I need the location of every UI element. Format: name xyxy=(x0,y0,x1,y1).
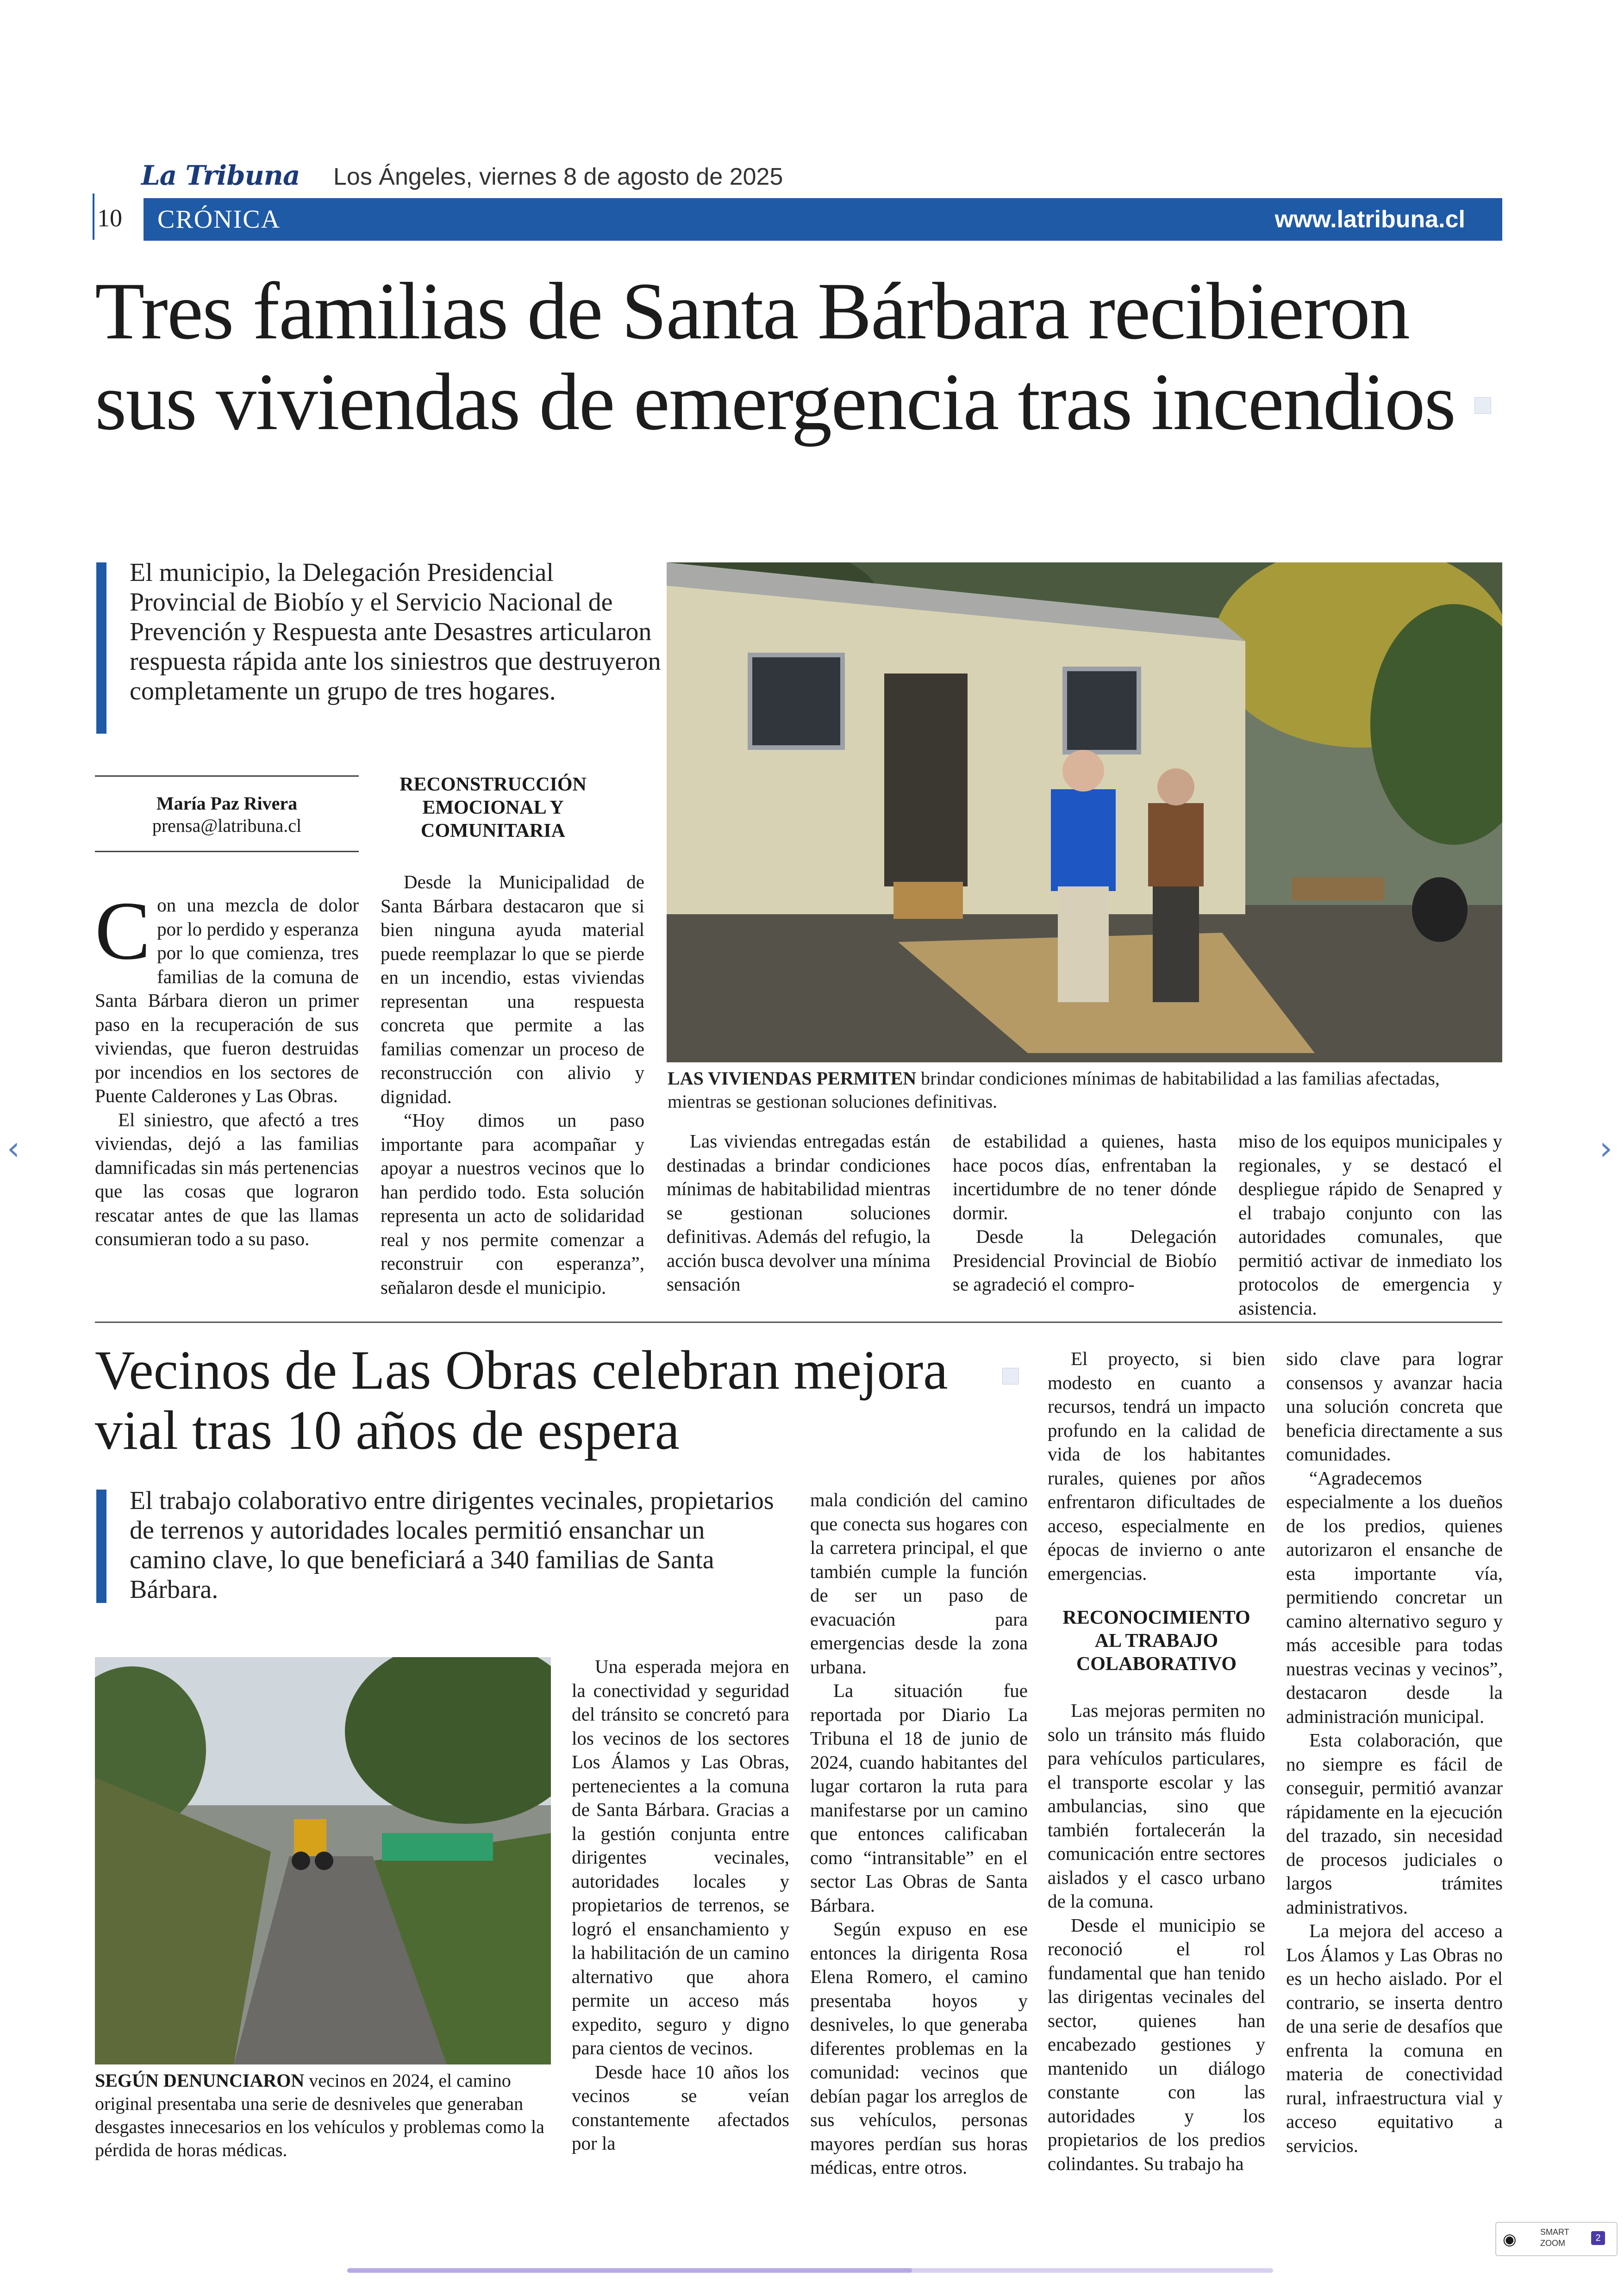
article1-column-3 xyxy=(667,1129,931,1297)
article1-lead: El municipio, la Delegación Presidencial Provincial de Biobío y el Servicio Nacional de Prevención y Respuesta ante Desastres articularon respuesta rápida ante los siniestros que destruyeron completamente un grupo de tres hogares. xyxy=(130,558,661,705)
article-divider xyxy=(95,1322,1502,1323)
drop-cap: C xyxy=(95,885,151,977)
bookmark-icon[interactable] xyxy=(1002,1368,1019,1384)
article1-column-4 xyxy=(953,1129,1217,1297)
section-bar xyxy=(144,198,1502,241)
caption-text: brindar condiciones mínimas de habitabilidad a las familias afectadas, mientras se gestionan soluciones definitivas. xyxy=(668,1068,1440,1112)
page-scrollbar-thumb[interactable] xyxy=(347,2268,912,2273)
paragraph: mala condición del camino que conecta sus hogares con la carretera principal, el que también cumple la función de ser un paso de evacuación para emergencias desde la zona urbana. xyxy=(810,1489,1028,1678)
lead-accent-bar xyxy=(96,1490,106,1603)
author-name: María Paz Rivera xyxy=(156,793,298,814)
article2-lead: El trabajo colaborativo entre dirigentes vecinales, propietarios de terrenos y autoridades locales permitió ensanchar un camino clave, lo que beneficiará a 340 familias de Santa Bárbara. xyxy=(130,1486,774,1604)
article2-photo xyxy=(95,1657,551,2064)
paragraph: sido clave para lograr consensos y avanzar hacia una solución concreta que beneficia directamente a sus comunidades. xyxy=(1286,1348,1503,1465)
article1-photo xyxy=(667,562,1502,1062)
paragraph: Desde la Delegación Presidencial Provincial de Biobío se agradeció el compro- xyxy=(953,1226,1217,1295)
caption-lead: SEGÚN DENUNCIARON xyxy=(95,2070,305,2091)
chevron-right-icon[interactable]: › xyxy=(1599,1129,1612,1167)
article2-column-2 xyxy=(810,1488,1028,2180)
paragraph: El proyecto, si bien modesto en cuanto a recursos, tendrá un impacto profundo en la calidad de vida de los habitantes rurales, quienes por años enfrentaron dificultades de acceso, especialmente en épocas de invierno o ante emergencias. xyxy=(1048,1348,1265,1584)
section-name: CRÓNICA xyxy=(157,205,281,234)
lead-accent-bar xyxy=(96,562,106,734)
site-url[interactable]: www.latribuna.cl xyxy=(1274,206,1465,233)
paragraph: Las mejoras permiten no solo un tránsito más fluido para vehículos particulares, el transporte escolar y las ambulancias, sino que también fortalecerán la comunicación entre sectores aislados y el casco urbano de la comuna. xyxy=(1048,1700,1265,1912)
newspaper-logo: La Tribuna xyxy=(141,160,300,191)
article2-photo-caption xyxy=(95,2069,553,2162)
paragraph: de estabilidad a quienes, hasta hace pocos días, enfrentaban la incertidumbre de no tener dónde dormir. xyxy=(953,1130,1217,1223)
paragraph: on una mezcla de dolor por lo perdido y esperanza por lo que comienza, tres familias de la comuna de Santa Bárbara dieron un primer paso en la recuperación de sus viviendas, que fueron destruidas por incendios en los sectores de Puente Calderones y Las Obras. xyxy=(95,894,359,1106)
paragraph: miso de los equipos municipales y regionales, y se destacó el despliegue rápido de Senapred y el trabajo conjunto con las autoridades comunales, que permitió activar de inmediato los protocolos de emergencia y asistencia. xyxy=(1238,1130,1502,1319)
smart-zoom-label: SMART ZOOM xyxy=(1540,2227,1569,2248)
paragraph: La situación fue reportada por Diario La Tribuna el 18 de junio de 2024, cuando habitantes del lugar cortaron la ruta para manifestarse por un camino que entonces calificaban como “intransitable” en el sector Las Obras de Santa Bárbara. xyxy=(810,1680,1028,1916)
smart-zoom-button[interactable] xyxy=(1495,2222,1618,2256)
paragraph: “Hoy dimos un paso importante para acompañar y apoyar a nuestros vecinos que lo han perdido todo. Esta solución representa un acto de solidaridad real y nos permite comenzar a reconstruir con esperanza”, señalaron desde el municipio. xyxy=(381,1110,644,1298)
article2-subhead: RECONOCIMIENTO AL TRABAJO COLABORATIVO xyxy=(1062,1607,1250,1675)
article1-column-5 xyxy=(1238,1129,1502,1320)
paragraph: Desde la Municipalidad de Santa Bárbara destacaron que si bien ninguna ayuda material puede reemplazar lo que se pierde en un incendio, estas viviendas representan una respuesta concreta que permite a las familias comenzar un proceso de reconstrucción con alivio y dignidad. xyxy=(381,871,644,1107)
article1-subhead: RECONSTRUCCIÓN EMOCIONAL Y COMUNITARIA xyxy=(400,774,587,842)
dateline: Los Ángeles, viernes 8 de agosto de 2025 xyxy=(333,163,783,190)
article2-headline: Vecinos de Las Obras celebran mejora vial tras 10 años de espera xyxy=(95,1339,948,1461)
article2-column-3b xyxy=(1048,1699,1265,2176)
page-number: 10 xyxy=(97,204,122,232)
chevron-left-icon[interactable]: ‹ xyxy=(7,1129,20,1167)
paragraph: Desde el municipio se reconoció el rol fundamental que han tenido las dirigentas vecinales del sector, quienes han encabezado gestiones y mantenido un diálogo constante con las autoridades y los propietarios de los predios colindantes. Su trabajo ha xyxy=(1048,1914,1265,2174)
paragraph: Una esperada mejora en la conectividad y seguridad del tránsito se concretó para los vecinos de los sectores Los Álamos y Las Obras, pertenecientes a la comuna de Santa Bárbara. Gracias a la gestión conjunta entre dirigentes vecinales, autoridades locales y propietarios de terrenos, se logró el ensanchamiento y la habilitación de un camino alternativo que ahora permite un acceso más expedito, seguro y digno para cientos de vecinos. xyxy=(572,1656,789,2058)
paragraph: El siniestro, que afectó a tres viviendas, dejó a las familias damnificadas sin más pertenencias que las cosas que lograron rescatar antes de que las llamas consumieran todo a su paso. xyxy=(95,1109,359,1249)
paragraph: Desde hace 10 años los vecinos se veían constantemente afectados por la xyxy=(572,2061,789,2154)
caption-lead: LAS VIVIENDAS PERMITEN xyxy=(668,1068,917,1089)
article1-column-1 xyxy=(95,885,359,1251)
article1-photo-caption xyxy=(668,1067,1501,1113)
article2-column-4 xyxy=(1286,1347,1503,2158)
paragraph: Las viviendas entregadas están destinadas a brindar condiciones mínimas de habitabilidad mientras se gestionan soluciones definitivas. Además del refugio, la acción busca devolver una mínima sensación xyxy=(667,1130,931,1295)
caption-text: vecinos en 2024, el camino original presentaba una serie de desniveles que generaban desgastes innecesarios en los vehículos y problemas como la pérdida de horas médicas. xyxy=(95,2070,544,2160)
bookmark-icon[interactable] xyxy=(1474,397,1491,414)
paragraph: La mejora del acceso a Los Álamos y Las Obras no es un hecho aislado. Por el contrario, se inserta dentro de una serie de desafíos que enfrenta la comuna en materia de conectividad rural, infraestructura vial y acceso equitativo a servicios. xyxy=(1286,1920,1503,2156)
author-email[interactable]: prensa@latribuna.cl xyxy=(152,815,302,836)
paragraph: “Agradecemos especialmente a los dueños de los predios, quienes autorizaron el ensanche de esta importante vía, permitiendo concretar un camino alternativo seguro y más accesible para todas nuestras vecinas y vecinos”, destacaron desde la administración municipal. xyxy=(1286,1467,1503,1727)
zoom-badge: 2 xyxy=(1591,2231,1605,2245)
paragraph: Esta colaboración, que no siempre es fácil de conseguir, permitió avanzar rápidamente en la ejecución del trazado, sin necesidad de procesos judiciales o largos trámites administrativos. xyxy=(1286,1729,1503,1918)
article1-column-2 xyxy=(381,870,644,1299)
page-number-rule xyxy=(93,193,94,240)
article2-column-1 xyxy=(572,1655,789,2156)
article1-headline: Tres familias de Santa Bárbara recibieron sus viviendas de emergencia tras incendios xyxy=(95,266,1455,447)
article2-column-3 xyxy=(1048,1347,1265,1585)
paragraph: Según expuso en ese entonces la dirigenta Rosa Elena Romero, el camino presentaba hoyos y desniveles, lo que generaba diferentes problemas en la comunidad: vecinos que debían pagar los arreglos de sus vehículos, personas mayores perdían sus horas médicas, entre otros. xyxy=(810,1918,1028,2178)
eye-icon: ◉ xyxy=(1503,2231,1517,2248)
